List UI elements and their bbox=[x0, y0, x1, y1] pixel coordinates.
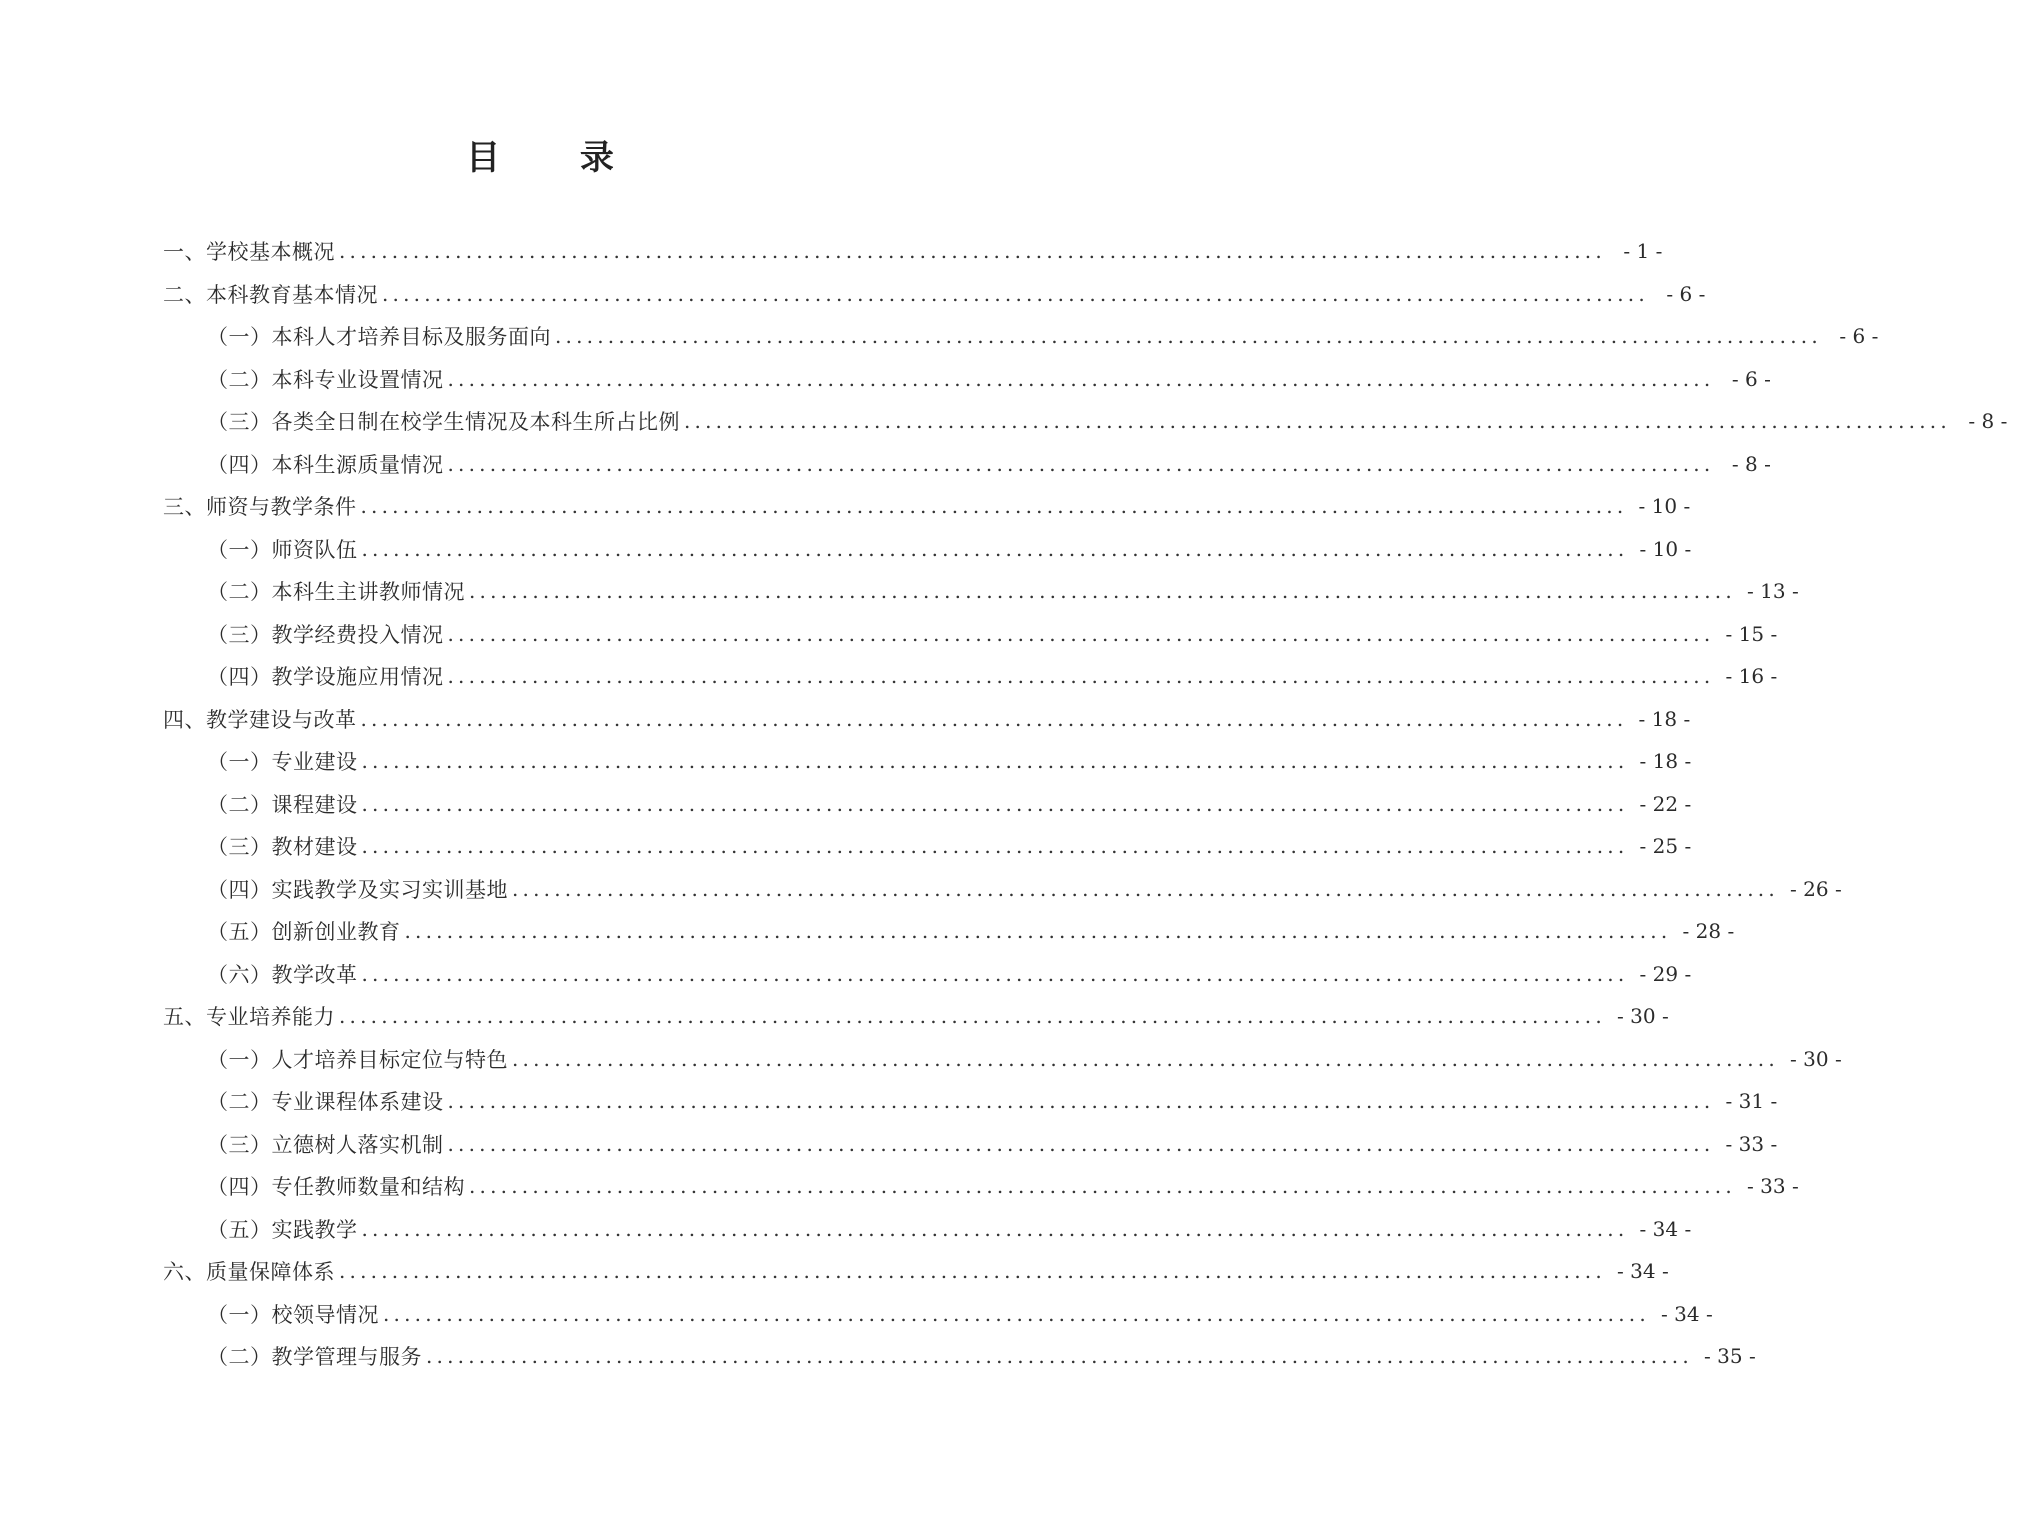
toc-entry[interactable] bbox=[0, 1165, 1799, 1208]
toc-entry[interactable] bbox=[0, 1335, 1756, 1378]
toc-entry-label: （二）课程建设 bbox=[207, 792, 358, 817]
toc-entry-label: （二）教学管理与服务 bbox=[207, 1345, 422, 1370]
toc-entry-label: （一）人才培养目标定位与特色 bbox=[207, 1047, 508, 1072]
toc-entry[interactable] bbox=[0, 995, 1669, 1038]
toc-entry-label: （二）专业课程体系建设 bbox=[207, 1090, 444, 1115]
toc-entry[interactable] bbox=[0, 1293, 1713, 1336]
toc-dot-leader: ........................................................................................................................ bbox=[447, 451, 1715, 476]
toc-entry-page-number: - 33 - bbox=[1725, 1131, 1778, 1156]
toc-dot-leader: ........................................................................................................................ bbox=[469, 1174, 1736, 1199]
toc-entry-label: 四、教学建设与改革 bbox=[163, 707, 357, 732]
toc-entry-page-number: - 35 - bbox=[1704, 1344, 1756, 1369]
toc-dot-leader: ........................................................................................................................ bbox=[360, 706, 1628, 731]
toc-entry-page-number: - 30 - bbox=[1617, 1004, 1669, 1029]
toc-entry[interactable] bbox=[0, 910, 1735, 953]
toc-entry-page-number: - 29 - bbox=[1639, 961, 1692, 986]
toc-dot-leader: ........................................................................................................................ bbox=[469, 579, 1736, 604]
toc-entry[interactable] bbox=[0, 698, 1691, 741]
toc-entry-label: （五）实践教学 bbox=[207, 1217, 358, 1242]
toc-entry-page-number: - 26 - bbox=[1790, 876, 1842, 901]
toc-entry-label: 一、学校基本概况 bbox=[163, 240, 335, 265]
toc-entry-label: （一）校领导情况 bbox=[207, 1302, 379, 1327]
toc-entry[interactable] bbox=[0, 953, 1692, 996]
toc-entry-page-number: - 18 - bbox=[1638, 706, 1691, 731]
toc-entry[interactable] bbox=[0, 868, 1842, 911]
toc-entry-label: 二、本科教育基本情况 bbox=[163, 282, 378, 307]
toc-entry-page-number: - 22 - bbox=[1639, 791, 1692, 816]
toc-entry[interactable] bbox=[0, 825, 1692, 868]
toc-entry-page-number: - 15 - bbox=[1725, 621, 1778, 646]
toc-dot-leader: ........................................................................................................................ bbox=[361, 791, 1629, 816]
toc-entry-label: （三）立德树人落实机制 bbox=[207, 1132, 444, 1157]
page-title: 目 录 bbox=[466, 138, 648, 178]
toc-entry-label: （四）专任教师数量和结构 bbox=[207, 1175, 465, 1200]
toc-entry-page-number: - 1 - bbox=[1623, 239, 1663, 264]
toc-dot-leader: ........................................................................................................................ bbox=[339, 239, 1606, 264]
toc-dot-leader: ........................................................................................................................ bbox=[555, 324, 1822, 349]
toc-entry-page-number: - 33 - bbox=[1747, 1174, 1799, 1199]
toc-dot-leader: ........................................................................................................................ bbox=[426, 1344, 1693, 1369]
toc-entry-page-number: - 6 - bbox=[1666, 281, 1706, 306]
toc-entry-label: （三）教学经费投入情况 bbox=[207, 622, 444, 647]
toc-dot-leader: ........................................................................................................................ bbox=[512, 876, 1779, 901]
toc-entry[interactable] bbox=[0, 1250, 1669, 1293]
toc-entry-page-number: - 16 - bbox=[1725, 664, 1778, 689]
toc-entry[interactable] bbox=[0, 1080, 1778, 1123]
toc-entry[interactable] bbox=[0, 528, 1692, 571]
toc-entry-label: （四）教学设施应用情况 bbox=[207, 665, 444, 690]
toc-entry[interactable] bbox=[0, 400, 2008, 443]
toc-entry-label: （五）创新创业教育 bbox=[207, 920, 401, 945]
toc-entry-page-number: - 28 - bbox=[1682, 919, 1735, 944]
toc-entry[interactable] bbox=[0, 443, 1771, 486]
toc-entry-page-number: - 30 - bbox=[1790, 1046, 1842, 1071]
toc-entry[interactable] bbox=[0, 1123, 1778, 1166]
toc-entry-page-number: - 31 - bbox=[1725, 1089, 1778, 1114]
toc-dot-leader: ........................................................................................................................ bbox=[447, 1131, 1715, 1156]
toc-entry[interactable] bbox=[0, 273, 1706, 316]
toc-entry[interactable] bbox=[0, 783, 1692, 826]
toc-dot-leader: ........................................................................................................................ bbox=[361, 536, 1629, 561]
toc-entry-label: （四）实践教学及实习实训基地 bbox=[207, 877, 508, 902]
toc-entry-page-number: - 10 - bbox=[1638, 494, 1691, 519]
toc-dot-leader: ........................................................................................................................ bbox=[512, 1046, 1779, 1071]
toc-entry-label: （二）本科生主讲教师情况 bbox=[207, 580, 465, 605]
toc-entry-page-number: - 10 - bbox=[1639, 536, 1692, 561]
toc-entry[interactable] bbox=[0, 655, 1778, 698]
toc-dot-leader: ........................................................................................................................ bbox=[361, 961, 1629, 986]
toc-entry-page-number: - 6 - bbox=[1839, 324, 1879, 349]
toc-entry-label: （六）教学改革 bbox=[207, 962, 358, 987]
toc-dot-leader: ........................................................................................................................ bbox=[404, 919, 1672, 944]
toc-entry-label: （四）本科生源质量情况 bbox=[207, 452, 444, 477]
toc-entry-label: （二）本科专业设置情况 bbox=[207, 367, 444, 392]
toc-dot-leader: ........................................................................................................................ bbox=[361, 834, 1629, 859]
toc-entry-page-number: - 8 - bbox=[1968, 409, 2008, 434]
toc-entry-page-number: - 8 - bbox=[1731, 451, 1771, 476]
toc-entry-label: （一）师资队伍 bbox=[207, 537, 358, 562]
toc-dot-leader: ........................................................................................................................ bbox=[383, 1301, 1650, 1326]
toc-entry-label: （三）教材建设 bbox=[207, 835, 358, 860]
toc-entry[interactable] bbox=[0, 230, 1663, 273]
toc-entry-label: 五、专业培养能力 bbox=[163, 1005, 335, 1030]
table-of-contents bbox=[0, 230, 2008, 1378]
toc-dot-leader: ........................................................................................................................ bbox=[447, 664, 1715, 689]
toc-entry[interactable] bbox=[0, 1208, 1692, 1251]
toc-entry-page-number: - 13 - bbox=[1747, 579, 1799, 604]
toc-entry-label: （一）本科人才培养目标及服务面向 bbox=[207, 325, 551, 350]
toc-dot-leader: ........................................................................................................................ bbox=[447, 366, 1715, 391]
toc-entry-label: 三、师资与教学条件 bbox=[163, 495, 357, 520]
toc-dot-leader: ........................................................................................................................ bbox=[360, 494, 1628, 519]
toc-entry[interactable] bbox=[0, 570, 1799, 613]
toc-entry[interactable] bbox=[0, 485, 1691, 528]
toc-dot-leader: ........................................................................................................................ bbox=[382, 281, 1649, 306]
toc-dot-leader: ........................................................................................................................ bbox=[684, 409, 1951, 434]
toc-dot-leader: ........................................................................................................................ bbox=[361, 1216, 1629, 1241]
toc-dot-leader: ........................................................................................................................ bbox=[361, 749, 1629, 774]
toc-entry-page-number: - 6 - bbox=[1731, 366, 1771, 391]
toc-dot-leader: ........................................................................................................................ bbox=[447, 621, 1715, 646]
toc-dot-leader: ........................................................................................................................ bbox=[339, 1259, 1606, 1284]
toc-entry[interactable] bbox=[0, 358, 1771, 401]
toc-entry[interactable] bbox=[0, 740, 1692, 783]
toc-dot-leader: ........................................................................................................................ bbox=[447, 1089, 1715, 1114]
toc-entry-label: （三）各类全日制在校学生情况及本科生所占比例 bbox=[207, 410, 680, 435]
toc-entry[interactable] bbox=[0, 315, 1879, 358]
toc-entry-page-number: - 34 - bbox=[1661, 1301, 1713, 1326]
toc-dot-leader: ........................................................................................................................ bbox=[339, 1004, 1606, 1029]
toc-entry-page-number: - 34 - bbox=[1639, 1216, 1692, 1241]
toc-entry-label: 六、质量保障体系 bbox=[163, 1260, 335, 1285]
toc-entry-page-number: - 34 - bbox=[1617, 1259, 1669, 1284]
toc-entry-label: （一）专业建设 bbox=[207, 750, 358, 775]
toc-entry-page-number: - 25 - bbox=[1639, 834, 1692, 859]
toc-entry-page-number: - 18 - bbox=[1639, 749, 1692, 774]
toc-entry[interactable] bbox=[0, 613, 1778, 656]
toc-entry[interactable] bbox=[0, 1038, 1842, 1081]
